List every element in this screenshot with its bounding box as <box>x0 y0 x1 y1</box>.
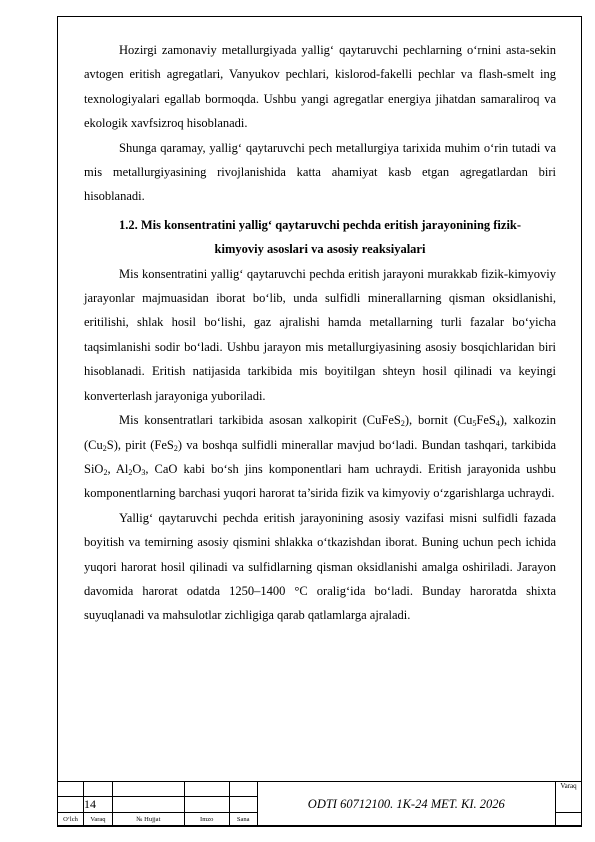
title-block-stamp <box>57 781 582 826</box>
page-number: 14 <box>83 797 112 813</box>
stamp-col-hujjat: № Hujjat <box>112 813 184 827</box>
document-id: ODTI 60712100. 1K-24 MET. KI. 2026 <box>257 782 555 827</box>
stamp-col-sana: Sana <box>229 813 257 827</box>
paragraph: Mis konsentratini yallig‘ qaytaruvchi pechda eritish jarayoni murakkab fizik-kimyoviy jarayonlar majmuasidan iborat bo‘lib, unda sulfidli minerallarning qisman oksidlanishi, eritilishi, shlak hosil bo‘lishi, gaz ajralishi hamda metallarning turli fazalar bo‘yicha taqsimlanishi sodir bo‘ladi. Ushbu jarayon mis metallurgiyasining asosiy bosqichlaridan biri hisoblanadi. Eritish natijasida tarkibida mis boyitilgan shteyn hosil qilinadi va keyingi konverterlash jarayoniga yuboriladi. <box>84 266 556 403</box>
paragraph: Shunga qaramay, yallig‘ qaytaruvchi pech metallurgiya tarixida muhim o‘rin tutadi va mis metallurgiyasining rivojlanishida katta ahamiyat kasb etgan agregatlardan biri hisoblanadi. <box>84 140 556 204</box>
paragraph-minerals: Mis konsentratlari tarkibida asosan xalkopirit (CuFeS$_2$), bornit $(Cu_5FeS_4)$, xalkozin $(Cu_2S)$, pirit (FeS$_2$) va boshqa sulfidli minerallar mavjud bo‘ladi. Bundan tashqari, tarkibida SiO$_2$, $Al_2O_3$, CaO kabi bo‘sh jins komponentlari ham uchraydi. Eritish jarayonida ushbu komponentlarning barchasi yuqori harorat ta’sirida fizik va kimyoviy o‘zgarishlarga uchraydi. <box>84 413 557 501</box>
paragraph: Hozirgi zamonaviy metallurgiyada yallig‘ qaytaruvchi pechlarning o‘rnini asta-sekin avtogen eritish agregatlari, Vanyukov pechlari, kislorod-fakelli pechlar va flash-smelt ing texnologiyalari egallab bormoqda. Ushbu yangi agregatlar energiya jihatdan samaraliroq va ekologik xavfsizroq hisoblanadi. <box>84 43 556 131</box>
section-heading-line-2: kimyoviy asoslari va asosiy reaksiyalari <box>214 242 426 257</box>
section-heading-line-1: 1.2. Mis konsentratini yallig‘ qaytaruvchi pechda eritish jarayonining fizik- <box>118 217 522 232</box>
section-heading <box>84 213 556 262</box>
document-body <box>84 38 556 628</box>
stamp-col-olch: O‘lch <box>58 813 84 827</box>
stamp-col-imzo: Imzo <box>184 813 229 827</box>
paragraph: Yallig‘ qaytaruvchi pechda eritish jarayonining asosiy vazifasi misni sulfidli fazada boyitish va temirning asosiy qismini shlakka o‘tkazishdan iborat. Buning uchun pech ichida yuqori harorat hosil qilinadi va sulfidlarning qisman oksidlanishi amalga oshiriladi. Jarayon davomida harorat odatda 1250–1400 °C oralig‘ida bo‘ladi. Bunday haroratda shixta suyuqlanadi va mahsulotlar zichligiga qarab qatlamlarga ajraladi. <box>84 510 556 623</box>
stamp-col-varaq: Varaq <box>83 813 112 827</box>
sheet-label: Varaq <box>555 782 581 813</box>
